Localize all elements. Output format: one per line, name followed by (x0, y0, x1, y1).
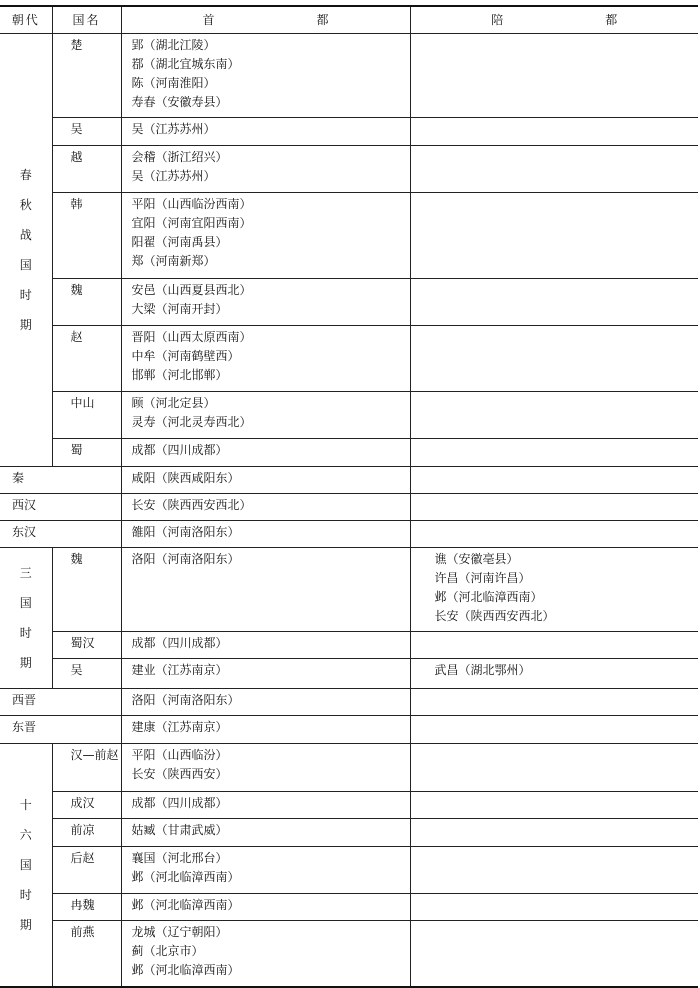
dynasty-label-char: 时 (19, 626, 32, 640)
dynasty-cell-xijin: 西晋 (0, 689, 121, 716)
table-body (0, 34, 698, 987)
state-cell: 赵 (52, 326, 121, 392)
place-entry: 洛阳（河南洛阳东） (131, 693, 240, 707)
place-entry: 谯（安徽亳县） (434, 552, 519, 566)
place-entry: 中牟（河南鹤壁西） (131, 349, 240, 363)
place-entry: 郑（河南新郑） (131, 254, 216, 268)
place-entry: 灵寿（河北灵寿西北） (131, 415, 252, 429)
place-entry: 长安（陕西西安西北） (131, 498, 252, 512)
state-cell: 魏 (52, 548, 121, 632)
dynasty-cell-shiliuguo (0, 744, 52, 987)
place-entry: 平阳（山西临汾） (131, 748, 228, 762)
dynasty-label-char: 国 (19, 857, 32, 872)
place-entry: 邺（河北临漳西南） (131, 963, 240, 977)
dynasty-label-char: 期 (19, 318, 32, 332)
auxiliary-cell (410, 921, 698, 987)
capital-cell (121, 326, 410, 392)
place-entry: 成都（四川成都） (131, 636, 228, 650)
dynasty-label-char: 期 (19, 656, 32, 670)
place-entry: 建康（江苏南京） (131, 720, 228, 734)
dynasty-label-shiliuguo (0, 790, 52, 940)
table-row (0, 146, 698, 193)
auxiliary-cell (410, 819, 698, 847)
table-row (0, 193, 698, 279)
place-entry: 咸阳（陕西咸阳东） (131, 471, 240, 485)
capital-cell (121, 659, 410, 689)
table-row (0, 744, 698, 792)
place-entry: 姑臧（甘肃武威） (131, 823, 228, 837)
place-entry: 吴（江苏苏州） (131, 169, 216, 183)
auxiliary-cell (410, 34, 698, 118)
capital-cell (121, 521, 410, 548)
dynasty-label-chunqiu (0, 160, 52, 340)
state-cell: 楚 (52, 34, 121, 118)
auxiliary-cell (410, 494, 698, 521)
capital-cell (121, 847, 410, 894)
table-row (0, 894, 698, 921)
capital-cell (121, 494, 410, 521)
dynasty-label-char: 时 (19, 887, 32, 902)
header-auxiliary: 陪 都 (410, 6, 698, 34)
auxiliary-cell (410, 439, 698, 467)
capital-cell (121, 894, 410, 921)
state-cell: 后赵 (52, 847, 121, 894)
state-cell: 中山 (52, 392, 121, 439)
auxiliary-cell (410, 146, 698, 193)
place-entry: 成都（四川成都） (131, 443, 228, 457)
dynasty-cell-chunqiu (0, 34, 52, 467)
state-cell: 吴 (52, 659, 121, 689)
auxiliary-cell (410, 392, 698, 439)
table-row (0, 632, 698, 659)
place-entry: 郢（湖北江陵） (131, 38, 216, 52)
place-entry: 平阳（山西临汾西南） (131, 197, 252, 211)
auxiliary-cell (410, 792, 698, 819)
table-row (0, 494, 698, 521)
header-dynasty: 朝代 (0, 6, 52, 34)
header-row (0, 6, 698, 34)
dynasty-label-char: 时 (19, 288, 32, 302)
table-row (0, 792, 698, 819)
dynasty-label-char: 国 (19, 596, 32, 610)
table-row (0, 847, 698, 894)
table-row (0, 521, 698, 548)
dynasty-cell-donghan: 东汉 (0, 521, 121, 548)
capital-cell (121, 716, 410, 744)
table-row (0, 34, 698, 118)
auxiliary-cell (410, 659, 698, 689)
place-entry: 宜阳（河南宜阳西南） (131, 216, 252, 230)
place-entry: 顾（河北定县） (131, 396, 216, 410)
capital-cell (121, 146, 410, 193)
state-cell: 吴 (52, 118, 121, 146)
capital-cell (121, 689, 410, 716)
auxiliary-cell (410, 521, 698, 548)
dynasty-label-char: 期 (19, 917, 32, 932)
table-row (0, 716, 698, 744)
table-row (0, 279, 698, 326)
capital-cell (121, 279, 410, 326)
state-cell: 前凉 (52, 819, 121, 847)
dynasty-label-char: 战 (19, 228, 32, 242)
place-entry: 成都（四川成都） (131, 796, 228, 810)
capital-cell (121, 118, 410, 146)
auxiliary-cell (410, 193, 698, 279)
place-entry: 陈（河南淮阳） (131, 76, 216, 90)
place-entry: 龙城（辽宁朝阳） (131, 925, 228, 939)
place-entry: 襄国（河北邢台） (131, 851, 228, 865)
dynasty-label-char: 十 (19, 797, 32, 812)
capital-cell (121, 819, 410, 847)
capital-cell (121, 548, 410, 632)
place-entry: 蓟（北京市） (131, 944, 204, 958)
place-entry: 邺（河北临漳西南） (434, 590, 543, 604)
place-entry: 安邑（山西夏县西北） (131, 283, 252, 297)
place-entry: 晋阳（山西太原西南） (131, 330, 252, 344)
dynasty-label-sanguo (0, 558, 52, 678)
capital-cell (121, 34, 410, 118)
place-entry: 建业（江苏南京） (131, 663, 228, 677)
dynasty-label-char: 秋 (19, 198, 32, 212)
place-entry: 武昌（湖北鄂州） (434, 663, 531, 677)
table-row (0, 326, 698, 392)
auxiliary-cell (410, 744, 698, 792)
state-cell: 魏 (52, 279, 121, 326)
capital-cell (121, 439, 410, 467)
auxiliary-cell (410, 632, 698, 659)
state-cell: 越 (52, 146, 121, 193)
auxiliary-cell (410, 894, 698, 921)
dynasty-cell-xihan: 西汉 (0, 494, 121, 521)
auxiliary-cell (410, 548, 698, 632)
table-row (0, 689, 698, 716)
state-cell: 成汉 (52, 792, 121, 819)
place-entry: 大梁（河南开封） (131, 302, 228, 316)
auxiliary-cell (410, 847, 698, 894)
dynasty-cell-qin: 秦 (0, 467, 121, 494)
capital-cell (121, 744, 410, 792)
table-row (0, 392, 698, 439)
capitals-table (0, 5, 698, 988)
place-entry: 吴（江苏苏州） (131, 122, 216, 136)
place-entry: 鄀（湖北宜城东南） (131, 57, 240, 71)
auxiliary-cell (410, 689, 698, 716)
table-row (0, 548, 698, 632)
capital-cell (121, 921, 410, 987)
capital-cell (121, 467, 410, 494)
auxiliary-cell (410, 326, 698, 392)
table-row (0, 439, 698, 467)
place-entry: 寿春（安徽寿县） (131, 95, 228, 109)
dynasty-label-char: 春 (19, 168, 32, 182)
table-row (0, 659, 698, 689)
place-entry: 洛阳（河南洛阳东） (131, 552, 240, 566)
state-cell: 蜀汉 (52, 632, 121, 659)
table-row (0, 467, 698, 494)
dynasty-label-char: 国 (19, 258, 32, 272)
capital-cell (121, 792, 410, 819)
state-cell: 前燕 (52, 921, 121, 987)
header-state: 国名 (52, 6, 121, 34)
state-cell: 冉魏 (52, 894, 121, 921)
dynasty-cell-sanguo (0, 548, 52, 689)
header-capital: 首 都 (121, 6, 410, 34)
place-entry: 长安（陕西西安西北） (434, 609, 555, 623)
dynasty-cell-dongjin: 东晋 (0, 716, 121, 744)
place-entry: 雒阳（河南洛阳东） (131, 525, 240, 539)
state-cell: 蜀 (52, 439, 121, 467)
auxiliary-cell (410, 279, 698, 326)
capital-cell (121, 193, 410, 279)
state-cell: 汉—前赵 (52, 744, 121, 792)
place-entry: 邯郸（河北邯郸） (131, 368, 228, 382)
capital-cell (121, 392, 410, 439)
place-entry: 许昌（河南许昌） (434, 571, 531, 585)
table-row (0, 921, 698, 987)
table-row (0, 118, 698, 146)
dynasty-label-char: 三 (19, 566, 32, 580)
place-entry: 会稽（浙江绍兴） (131, 150, 228, 164)
capital-cell (121, 632, 410, 659)
auxiliary-cell (410, 716, 698, 744)
auxiliary-cell (410, 467, 698, 494)
place-entry: 阳翟（河南禹县） (131, 235, 228, 249)
table-row (0, 819, 698, 847)
dynasty-label-char: 六 (19, 827, 32, 842)
auxiliary-cell (410, 118, 698, 146)
place-entry: 邺（河北临漳西南） (131, 870, 240, 884)
place-entry: 邺（河北临漳西南） (131, 898, 240, 912)
state-cell: 韩 (52, 193, 121, 279)
place-entry: 长安（陕西西安） (131, 767, 228, 781)
